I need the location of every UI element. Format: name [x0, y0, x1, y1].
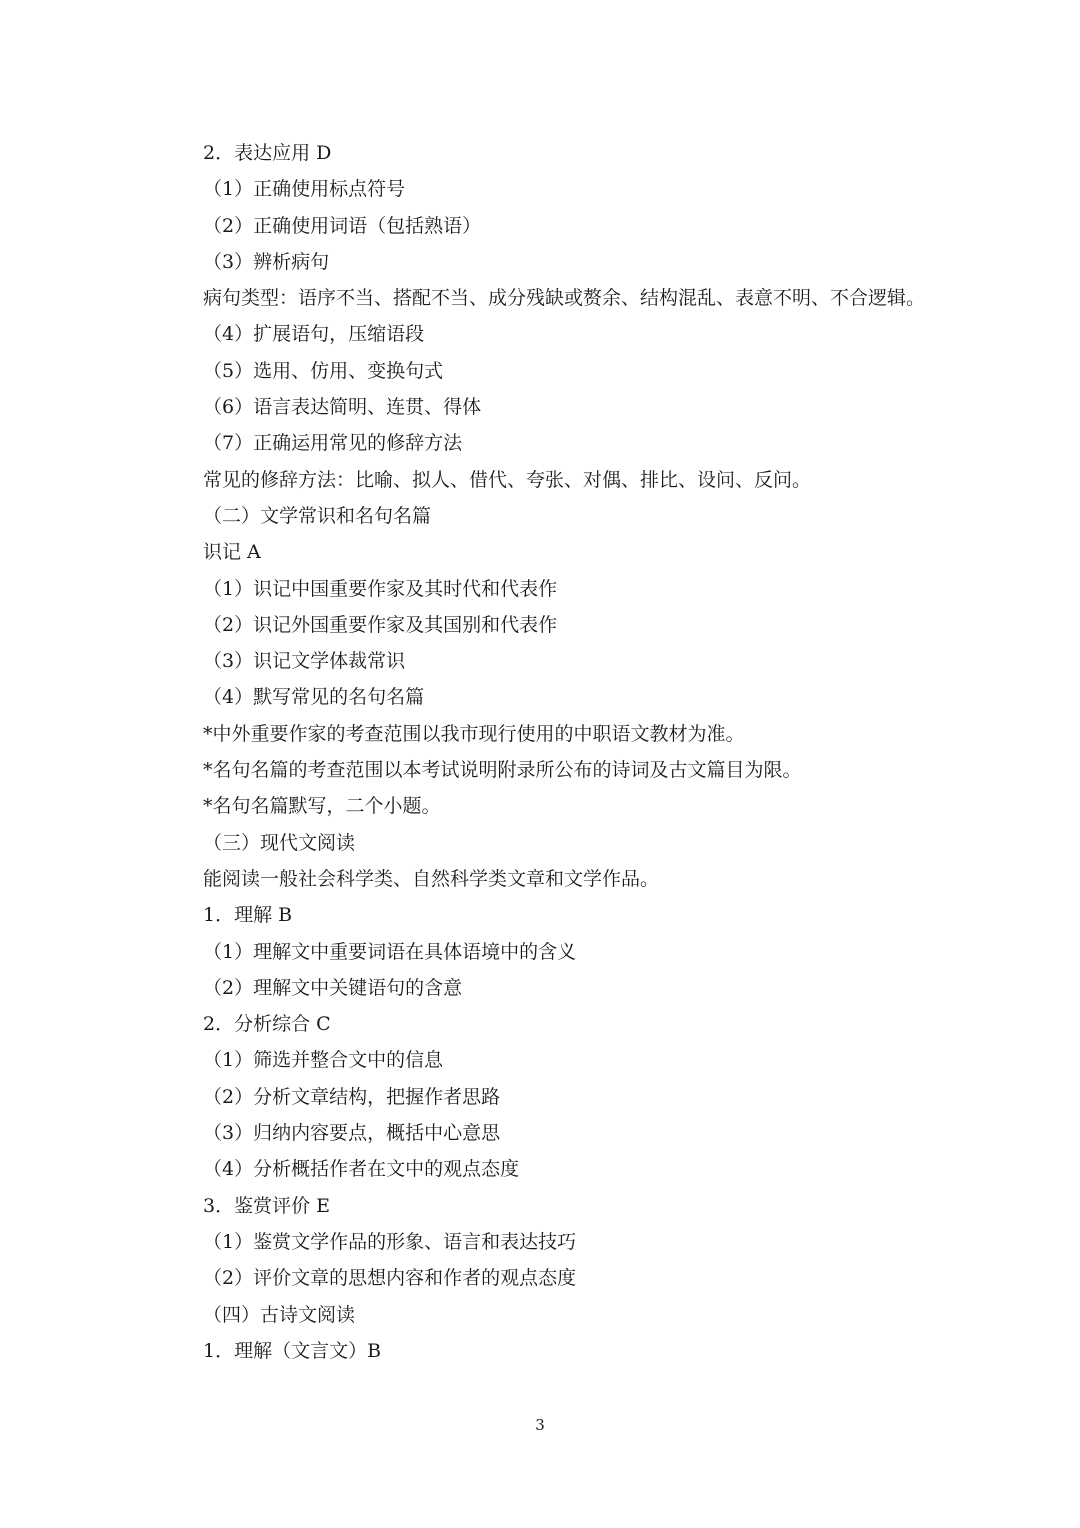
- list-item: （3）辨析病句: [203, 250, 330, 273]
- section-heading-classical-reading: （四）古诗文阅读: [203, 1303, 356, 1326]
- heading-analysis: 2．分析综合 C: [203, 1013, 331, 1036]
- list-item: （2）识记外国重要作家及其国别和代表作: [203, 613, 558, 636]
- list-item: （1）正确使用标点符号: [203, 178, 406, 201]
- body-text: 能阅读一般社会科学类、自然科学类文章和文学作品。: [203, 867, 660, 890]
- note-text: *中外重要作家的考查范围以我市现行使用的中职语文教材为准。: [203, 722, 745, 745]
- subheading-memorize: 识记 A: [203, 541, 261, 564]
- list-item: （6）语言表达简明、连贯、得体: [203, 396, 482, 419]
- list-item: （7）正确运用常见的修辞方法: [203, 432, 463, 455]
- heading-understanding: 1．理解 B: [203, 904, 293, 927]
- body-text: 常见的修辞方法：比喻、拟人、借代、夸张、对偶、排比、设问、反问。: [203, 468, 812, 491]
- page-number: 3: [535, 1416, 545, 1434]
- list-item: （2）评价文章的思想内容和作者的观点态度: [203, 1267, 577, 1290]
- page-body: [203, 135, 963, 1369]
- list-item: （2）分析文章结构，把握作者思路: [203, 1085, 501, 1108]
- list-item: （1）识记中国重要作家及其时代和代表作: [203, 577, 558, 600]
- list-item: （4）分析概括作者在文中的观点态度: [203, 1158, 520, 1181]
- list-item: （1）筛选并整合文中的信息: [203, 1049, 444, 1072]
- heading-expression-application: 2．表达应用 D: [203, 142, 332, 164]
- list-item: （2）理解文中关键语句的含意: [203, 976, 463, 999]
- list-item: （1）理解文中重要词语在具体语境中的含义: [203, 940, 577, 963]
- heading-classical-understanding: 1．理解（文言文）B: [203, 1339, 382, 1362]
- list-item: （1）鉴赏文学作品的形象、语言和表达技巧: [203, 1230, 577, 1253]
- note-text: *名句名篇的考查范围以本考试说明附录所公布的诗词及古文篇目为限。: [203, 759, 802, 782]
- list-item: （3）归纳内容要点，概括中心意思: [203, 1122, 501, 1145]
- section-heading-modern-reading: （三）现代文阅读: [203, 831, 356, 854]
- list-item: （3）识记文学体裁常识: [203, 650, 406, 673]
- list-item: （5）选用、仿用、变换句式: [203, 359, 444, 382]
- note-text: *名句名篇默写，二个小题。: [203, 795, 441, 818]
- list-item: （4）扩展语句，压缩语段: [203, 323, 425, 346]
- heading-appreciation: 3．鉴赏评价 E: [203, 1194, 330, 1217]
- list-item: （2）正确使用词语（包括熟语）: [203, 214, 482, 237]
- list-item: （4）默写常见的名句名篇: [203, 686, 425, 709]
- section-heading-literature: （二）文学常识和名句名篇: [203, 504, 432, 527]
- body-text: 病句类型：语序不当、搭配不当、成分残缺或赘余、结构混乱、表意不明、不合逻辑。: [203, 287, 926, 310]
